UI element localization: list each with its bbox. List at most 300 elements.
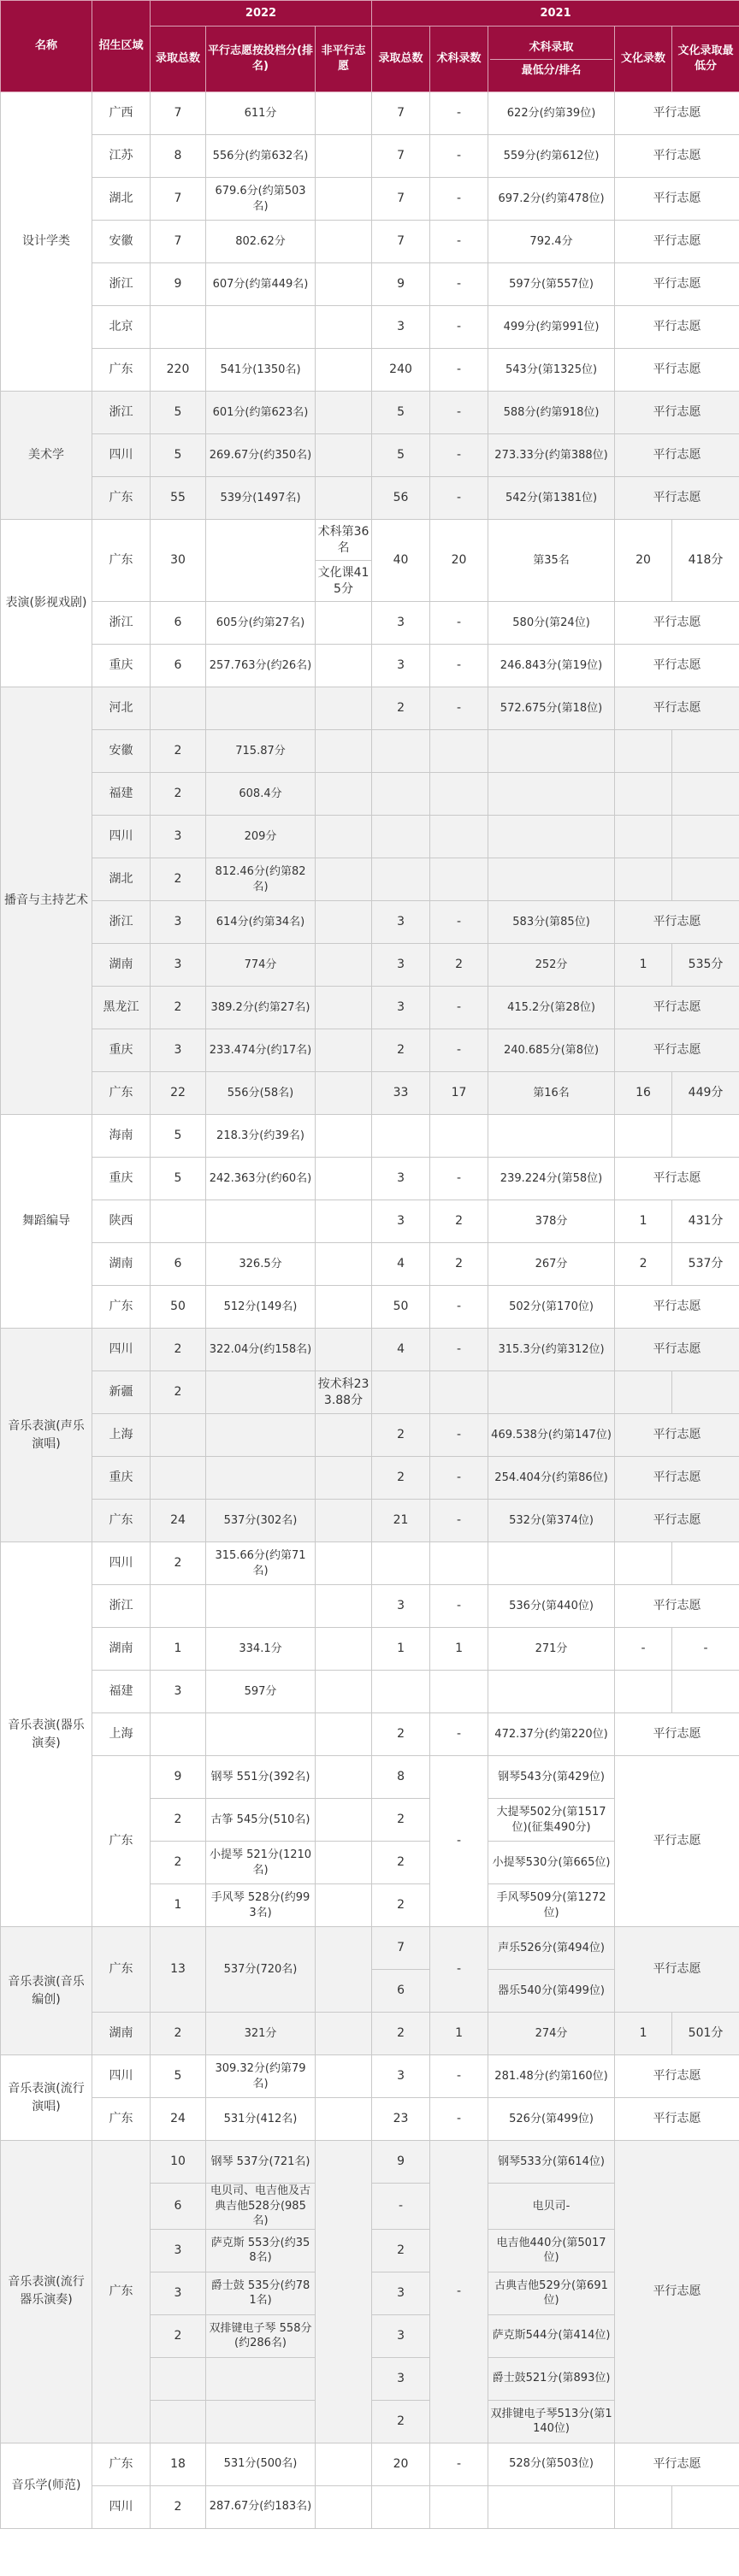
skill-count-2021-cell: 20 (430, 520, 488, 602)
nonparallel-2022-cell (316, 2055, 372, 2098)
skill-count-2021-cell (430, 858, 488, 901)
skill-count-2021-cell: - (430, 1286, 488, 1329)
count-2021-cell: 3 (372, 1158, 430, 1200)
count-2021-cell: 3 (372, 602, 430, 645)
count-2021-cell: 56 (372, 477, 430, 520)
count-2022-cell (151, 687, 206, 730)
skill-count-2021-cell: 17 (430, 1072, 488, 1115)
count-2021-cell: 2 (372, 1414, 430, 1457)
count-2022-cell: 18 (151, 2443, 206, 2485)
major-name: 美术学 (1, 392, 92, 520)
count-2022-cell: 3 (151, 1029, 206, 1072)
nonparallel-2022-cell (316, 1200, 372, 1243)
region-cell: 湖南 (92, 944, 151, 987)
region-cell: 重庆 (92, 645, 151, 687)
region-cell: 浙江 (92, 901, 151, 944)
region-cell: 四川 (92, 2055, 151, 2098)
nonparallel-2022-cell (316, 1628, 372, 1671)
count-2022-cell: 9 (151, 263, 206, 306)
culture-count-2021-cell: 平行志愿 (615, 92, 739, 135)
table-row (1, 1500, 739, 1542)
header-2021-lowest-rank: 最低分/排名 (490, 59, 612, 79)
major-name: 音乐表演(声乐演唱) (1, 1329, 92, 1542)
nonparallel-2022-cell (316, 602, 372, 645)
nonparallel-2022-cell (316, 263, 372, 306)
culture-lowest-2021-cell: 537分 (672, 1243, 739, 1286)
count-2022-cell (151, 1713, 206, 1756)
table-row (1, 1286, 739, 1329)
count-2021-cell: 2 (372, 2013, 430, 2055)
region-cell: 重庆 (92, 1029, 151, 1072)
parallel-score-2022-cell: 531分(412名) (206, 2098, 316, 2141)
major-name: 音乐表演(流行器乐演奏) (1, 2141, 92, 2443)
culture-count-2021-cell: 平行志愿 (615, 1713, 739, 1756)
lowest-rank-2021-cell: 古典吉他529分(第691位) (488, 2272, 615, 2314)
table-row (1, 2141, 739, 2184)
region-cell: 陕西 (92, 1200, 151, 1243)
table-row (1, 1072, 739, 1115)
count-2021-cell: 3 (372, 944, 430, 987)
skill-count-2021-cell: - (430, 1713, 488, 1756)
count-2021-cell (372, 816, 430, 858)
major-name: 表演(影视戏剧) (1, 520, 92, 687)
nonparallel-2022-cell (316, 1884, 372, 1927)
nonparallel-2022-cell (316, 944, 372, 987)
nonparallel-2022-cell (316, 2098, 372, 2141)
culture-count-2021-cell: 平行志愿 (615, 2141, 739, 2443)
count-2021-cell: 240 (372, 349, 430, 392)
region-cell: 福建 (92, 773, 151, 816)
table-row (1, 392, 739, 434)
header-2022-parallel-score: 平行志愿按投档分(排名) (206, 27, 316, 92)
count-2021-cell: 9 (372, 263, 430, 306)
lowest-rank-2021-cell: 钢琴543分(第429位) (488, 1756, 615, 1799)
count-2022-cell: 9 (151, 1756, 206, 1799)
count-2022-cell: 2 (151, 730, 206, 773)
count-2021-cell: 4 (372, 1243, 430, 1286)
lowest-rank-2021-cell: 315.3分(约第312位) (488, 1329, 615, 1371)
lowest-rank-2021-cell: 572.675分(第18位) (488, 687, 615, 730)
count-2022-cell: 55 (151, 477, 206, 520)
lowest-rank-2021-cell: 手风琴509分(第1272位) (488, 1884, 615, 1927)
count-2021-cell: 2 (372, 1799, 430, 1842)
count-2022-cell (151, 1200, 206, 1243)
count-2022-cell: 2 (151, 1371, 206, 1414)
table-row (1, 987, 739, 1029)
nonparallel-2022-cell (316, 2013, 372, 2055)
count-2022-cell: 2 (151, 987, 206, 1029)
culture-count-2021-cell: 平行志愿 (615, 1585, 739, 1628)
count-2021-cell (372, 1115, 430, 1158)
lowest-rank-2021-cell: 240.685分(第8位) (488, 1029, 615, 1072)
parallel-score-2022-cell: 钢琴 551分(392名) (206, 1756, 316, 1799)
lowest-rank-2021-cell: 第16名 (488, 1072, 615, 1115)
nonparallel-2022-cell (316, 178, 372, 221)
count-2021-cell: 2 (372, 1842, 430, 1884)
skill-count-2021-cell: - (430, 1756, 488, 1927)
nonparallel-2022-cell (316, 1029, 372, 1072)
parallel-score-2022-cell: 608.4分 (206, 773, 316, 816)
region-cell: 湖北 (92, 858, 151, 901)
region-cell: 四川 (92, 2485, 151, 2528)
skill-count-2021-cell: - (430, 2098, 488, 2141)
count-2021-cell: 2 (372, 2400, 430, 2443)
culture-lowest-2021-cell: - (672, 1628, 739, 1671)
table-row (1, 901, 739, 944)
parallel-score-2022-cell: 257.763分(约26名) (206, 645, 316, 687)
count-2022-cell (151, 306, 206, 349)
region-cell: 浙江 (92, 392, 151, 434)
table-row (1, 944, 739, 987)
count-2021-cell: 2 (372, 1457, 430, 1500)
nonparallel-2022-cell (316, 1671, 372, 1713)
parallel-score-2022-cell (206, 1200, 316, 1243)
nonparallel-2022-cell (316, 1927, 372, 2013)
culture-count-2021-cell: 16 (615, 1072, 672, 1115)
count-2022-cell (151, 1585, 206, 1628)
culture-lowest-2021-cell (672, 1671, 739, 1713)
count-2021-cell: 7 (372, 92, 430, 135)
parallel-score-2022-cell: 萨克斯 553分(约358名) (206, 2229, 316, 2272)
lowest-rank-2021-cell: 542分(第1381位) (488, 477, 615, 520)
count-2022-cell: 1 (151, 1628, 206, 1671)
nonparallel-2022-cell (316, 1500, 372, 1542)
lowest-rank-2021-cell: 792.4分 (488, 221, 615, 263)
skill-count-2021-cell: - (430, 306, 488, 349)
culture-count-2021-cell: 平行志愿 (615, 221, 739, 263)
count-2022-cell: 6 (151, 1243, 206, 1286)
lowest-rank-2021-cell (488, 1115, 615, 1158)
lowest-rank-2021-cell: 532分(第374位) (488, 1500, 615, 1542)
count-2021-cell: 2 (372, 2229, 430, 2272)
culture-count-2021-cell: 平行志愿 (615, 987, 739, 1029)
culture-count-2021-cell: 平行志愿 (615, 2098, 739, 2141)
lowest-rank-2021-cell: 469.538分(约第147位) (488, 1414, 615, 1457)
parallel-score-2022-cell: 309.32分(约第79名) (206, 2055, 316, 2098)
parallel-score-2022-cell (206, 1585, 316, 1628)
nonparallel-2022-cell (316, 477, 372, 520)
culture-lowest-2021-cell (672, 1371, 739, 1414)
lowest-rank-2021-cell (488, 1671, 615, 1713)
parallel-score-2022-cell: 597分 (206, 1671, 316, 1713)
table-row (1, 1329, 739, 1371)
region-cell: 四川 (92, 434, 151, 477)
culture-count-2021-cell: 平行志愿 (615, 1756, 739, 1927)
lowest-rank-2021-cell: 697.2分(约第478位) (488, 178, 615, 221)
count-2021-cell: 2 (372, 687, 430, 730)
header-2021-skill-group: 术科录取 (529, 40, 574, 54)
count-2021-cell (372, 773, 430, 816)
parallel-score-2022-cell: 手风琴 528分(约993名) (206, 1884, 316, 1927)
table-body (1, 92, 739, 2529)
region-cell: 重庆 (92, 1457, 151, 1500)
count-2021-cell: 2 (372, 1713, 430, 1756)
count-2022-cell: 5 (151, 392, 206, 434)
skill-count-2021-cell: - (430, 1158, 488, 1200)
count-2021-cell: 7 (372, 221, 430, 263)
skill-count-2021-cell (430, 1371, 488, 1414)
skill-count-2021-cell: 2 (430, 944, 488, 987)
table-row (1, 602, 739, 645)
count-2022-cell: 3 (151, 901, 206, 944)
count-2021-cell (372, 858, 430, 901)
count-2022-cell: 1 (151, 1884, 206, 1927)
parallel-score-2022-cell: 715.87分 (206, 730, 316, 773)
nonparallel-2022-cell (316, 1158, 372, 1200)
count-2021-cell: 7 (372, 178, 430, 221)
parallel-score-2022-cell: 209分 (206, 816, 316, 858)
nonparallel-2022-cell (316, 221, 372, 263)
count-2021-cell: 3 (372, 2357, 430, 2400)
count-2021-cell: 3 (372, 987, 430, 1029)
lowest-rank-2021-cell: 271分 (488, 1628, 615, 1671)
region-cell: 湖南 (92, 1243, 151, 1286)
culture-count-2021-cell: 平行志愿 (615, 687, 739, 730)
nonparallel-2022-cell (316, 1286, 372, 1329)
lowest-rank-2021-cell: 246.843分(第19位) (488, 645, 615, 687)
table-row (1, 178, 739, 221)
count-2022-cell (151, 1414, 206, 1457)
parallel-score-2022-cell: 512分(149名) (206, 1286, 316, 1329)
count-2022-cell: 2 (151, 1542, 206, 1585)
count-2021-cell: 3 (372, 2055, 430, 2098)
parallel-score-2022-cell: 541分(1350名) (206, 349, 316, 392)
lowest-rank-2021-cell (488, 2485, 615, 2528)
skill-count-2021-cell: 1 (430, 2013, 488, 2055)
skill-count-2021-cell: - (430, 1329, 488, 1371)
region-cell: 广西 (92, 92, 151, 135)
count-2021-cell (372, 1671, 430, 1713)
count-2021-cell: - (372, 2184, 430, 2230)
count-2022-cell: 2 (151, 1329, 206, 1371)
count-2021-cell: 6 (372, 1970, 430, 2013)
parallel-score-2022-cell: 钢琴 537分(721名) (206, 2141, 316, 2184)
parallel-score-2022-cell: 802.62分 (206, 221, 316, 263)
header-region: 招生区域 (92, 1, 151, 92)
skill-count-2021-cell: - (430, 392, 488, 434)
parallel-score-2022-cell: 233.474分(约17名) (206, 1029, 316, 1072)
nonparallel-2022-cell (316, 434, 372, 477)
culture-count-2021-cell (615, 1115, 672, 1158)
lowest-rank-2021-cell: 大提琴502分(第1517位)(征集490分) (488, 1799, 615, 1842)
lowest-rank-2021-cell: 器乐540分(第499位) (488, 1970, 615, 2013)
region-cell: 广东 (92, 520, 151, 602)
parallel-score-2022-cell: 531分(500名) (206, 2443, 316, 2485)
skill-count-2021-cell: - (430, 1585, 488, 1628)
count-2022-cell: 2 (151, 2314, 206, 2357)
count-2021-cell: 2 (372, 1029, 430, 1072)
parallel-score-2022-cell: 334.1分 (206, 1628, 316, 1671)
count-2022-cell: 2 (151, 1799, 206, 1842)
count-2022-cell (151, 2357, 206, 2400)
table-header (1, 1, 739, 92)
nonparallel-2022-cell (316, 816, 372, 858)
major-name: 播音与主持艺术 (1, 687, 92, 1115)
table-row (1, 2098, 739, 2141)
culture-count-2021-cell: 平行志愿 (615, 901, 739, 944)
skill-count-2021-cell (430, 1115, 488, 1158)
region-cell: 湖南 (92, 2013, 151, 2055)
table-row (1, 306, 739, 349)
table-row (1, 858, 739, 901)
count-2021-cell: 3 (372, 2272, 430, 2314)
header-2021-skill-count: 术科录数 (430, 27, 488, 92)
nonparallel-2022-cell (316, 92, 372, 135)
count-2021-cell: 33 (372, 1072, 430, 1115)
count-2021-cell: 9 (372, 2141, 430, 2184)
lowest-rank-2021-cell: 588分(约第918位) (488, 392, 615, 434)
count-2021-cell: 7 (372, 135, 430, 178)
table-row (1, 434, 739, 477)
lowest-rank-2021-cell (488, 1542, 615, 1585)
culture-count-2021-cell (615, 1542, 672, 1585)
lowest-rank-2021-cell: 电贝司- (488, 2184, 615, 2230)
table-row (1, 1115, 739, 1158)
region-cell: 广东 (92, 2443, 151, 2485)
count-2021-cell: 7 (372, 1927, 430, 1970)
count-2021-cell: 1 (372, 1628, 430, 1671)
nonparallel-2022-cell (316, 2141, 372, 2443)
count-2022-cell: 3 (151, 2229, 206, 2272)
parallel-score-2022-cell: 605分(约第27名) (206, 602, 316, 645)
table-row (1, 1713, 739, 1756)
table-row (1, 2013, 739, 2055)
region-cell: 福建 (92, 1671, 151, 1713)
culture-lowest-2021-cell: 431分 (672, 1200, 739, 1243)
nonparallel-2022-cell (316, 2443, 372, 2485)
culture-count-2021-cell: 2 (615, 1243, 672, 1286)
table-row (1, 1029, 739, 1072)
count-2021-cell: 21 (372, 1500, 430, 1542)
culture-lowest-2021-cell (672, 1542, 739, 1585)
count-2021-cell: 2 (372, 1884, 430, 1927)
lowest-rank-2021-cell: 267分 (488, 1243, 615, 1286)
nonparallel-2022-cell (316, 1799, 372, 1842)
table-row (1, 816, 739, 858)
parallel-score-2022-cell: 爵士鼓 535分(约781名) (206, 2272, 316, 2314)
skill-count-2021-cell (430, 730, 488, 773)
lowest-rank-2021-cell: 274分 (488, 2013, 615, 2055)
parallel-score-2022-cell (206, 1414, 316, 1457)
parallel-score-2022-cell: 537分(720名) (206, 1927, 316, 2013)
skill-count-2021-cell: - (430, 2443, 488, 2485)
parallel-score-2022-cell: 326.5分 (206, 1243, 316, 1286)
nonparallel-2022-cell: 文化课415分 (316, 561, 372, 602)
parallel-score-2022-cell: 218.3分(约39名) (206, 1115, 316, 1158)
lowest-rank-2021-cell: 第35名 (488, 520, 615, 602)
skill-count-2021-cell: - (430, 687, 488, 730)
count-2022-cell: 2 (151, 1842, 206, 1884)
parallel-score-2022-cell: 601分(约第623名) (206, 392, 316, 434)
nonparallel-2022-cell: 按术科233.88分 (316, 1371, 372, 1414)
lowest-rank-2021-cell: 580分(第24位) (488, 602, 615, 645)
count-2021-cell: 3 (372, 2314, 430, 2357)
count-2021-cell: 3 (372, 306, 430, 349)
culture-count-2021-cell: 平行志愿 (615, 1158, 739, 1200)
culture-count-2021-cell: 平行志愿 (615, 434, 739, 477)
count-2022-cell: 220 (151, 349, 206, 392)
count-2021-cell (372, 730, 430, 773)
parallel-score-2022-cell (206, 2357, 316, 2400)
culture-lowest-2021-cell: 449分 (672, 1072, 739, 1115)
parallel-score-2022-cell: 242.363分(约60名) (206, 1158, 316, 1200)
skill-count-2021-cell: - (430, 434, 488, 477)
lowest-rank-2021-cell: 钢琴533分(第614位) (488, 2141, 615, 2184)
table-row (1, 263, 739, 306)
count-2021-cell: 3 (372, 1585, 430, 1628)
count-2021-cell: 23 (372, 2098, 430, 2141)
lowest-rank-2021-cell: 双排键电子琴513分(第1140位) (488, 2400, 615, 2443)
skill-count-2021-cell: - (430, 645, 488, 687)
count-2022-cell: 50 (151, 1286, 206, 1329)
major-name: 音乐表演(音乐编创) (1, 1927, 92, 2055)
skill-count-2021-cell: - (430, 602, 488, 645)
culture-count-2021-cell: 20 (615, 520, 672, 602)
header-2021-culture-count: 文化录数 (615, 27, 672, 92)
parallel-score-2022-cell (206, 2400, 316, 2443)
region-cell: 湖北 (92, 178, 151, 221)
table-row (1, 1414, 739, 1457)
parallel-score-2022-cell (206, 1457, 316, 1500)
lowest-rank-2021-cell: 622分(约第39位) (488, 92, 615, 135)
nonparallel-2022-cell (316, 1756, 372, 1799)
lowest-rank-2021-cell: 597分(第557位) (488, 263, 615, 306)
lowest-rank-2021-cell: 239.224分(第58位) (488, 1158, 615, 1200)
culture-lowest-2021-cell (672, 730, 739, 773)
major-name: 音乐表演(器乐演奏) (1, 1542, 92, 1927)
lowest-rank-2021-cell: 281.48分(约第160位) (488, 2055, 615, 2098)
region-cell: 安徽 (92, 730, 151, 773)
culture-count-2021-cell: 平行志愿 (615, 178, 739, 221)
header-2021-count: 录取总数 (372, 27, 430, 92)
parallel-score-2022-cell (206, 520, 316, 602)
count-2022-cell: 30 (151, 520, 206, 602)
count-2022-cell (151, 1457, 206, 1500)
culture-count-2021-cell (615, 858, 672, 901)
lowest-rank-2021-cell (488, 1371, 615, 1414)
major-name: 舞蹈编导 (1, 1115, 92, 1329)
culture-lowest-2021-cell (672, 2485, 739, 2528)
lowest-rank-2021-cell: 536分(第440位) (488, 1585, 615, 1628)
skill-count-2021-cell: 1 (430, 1628, 488, 1671)
table-row (1, 92, 739, 135)
lowest-rank-2021-cell: 502分(第170位) (488, 1286, 615, 1329)
region-cell: 广东 (92, 477, 151, 520)
count-2022-cell: 8 (151, 135, 206, 178)
header-2022-nonparallel: 非平行志愿 (316, 27, 372, 92)
count-2022-cell: 5 (151, 1115, 206, 1158)
count-2022-cell: 2 (151, 2485, 206, 2528)
culture-count-2021-cell: 平行志愿 (615, 1457, 739, 1500)
major-name: 设计学类 (1, 92, 92, 392)
culture-count-2021-cell: 平行志愿 (615, 263, 739, 306)
lowest-rank-2021-cell: 472.37分(约第220位) (488, 1713, 615, 1756)
table-row (1, 2055, 739, 2098)
region-cell: 安徽 (92, 221, 151, 263)
nonparallel-2022-cell (316, 349, 372, 392)
parallel-score-2022-cell: 812.46分(约第82名) (206, 858, 316, 901)
culture-count-2021-cell (615, 730, 672, 773)
culture-lowest-2021-cell (672, 816, 739, 858)
skill-count-2021-cell (430, 773, 488, 816)
lowest-rank-2021-cell: 爵士鼓521分(第893位) (488, 2357, 615, 2400)
count-2021-cell (372, 1542, 430, 1585)
count-2021-cell: 20 (372, 2443, 430, 2485)
nonparallel-2022-cell (316, 1713, 372, 1756)
table-row (1, 520, 739, 561)
culture-count-2021-cell: 1 (615, 944, 672, 987)
lowest-rank-2021-cell: 526分(第499位) (488, 2098, 615, 2141)
